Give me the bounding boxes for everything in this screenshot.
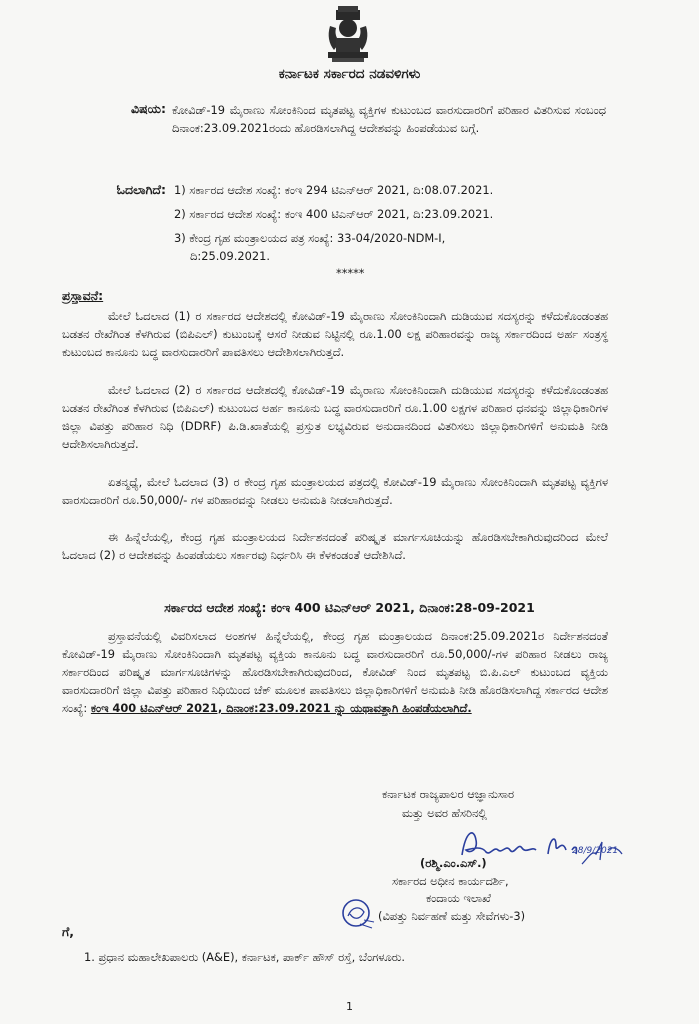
reference-item: 1) ಸರ್ಕಾರದ ಆದೇಶ ಸಂಖ್ಯೆ: ಕಂಇ 294 ಟಿಎನ್‌ಆರ್ 2021, ದಿ:08.07.2021. bbox=[174, 183, 494, 197]
signature-authority-line: ಕರ್ನಾಟಕ ರಾಜ್ಯಪಾಲರ ಆಜ್ಞಾನುಸಾರ bbox=[382, 787, 515, 801]
order-body-text: ಪ್ರಸ್ತಾವನೆಯಲ್ಲಿ ವಿವರಿಸಲಾದ ಅಂಶಗಳ ಹಿನ್ನೆಲೆಯಲ್ಲಿ, ಕೇಂದ್ರ ಗೃಹ ಮಂತ್ರಾಲಯದ ದಿನಾಂಕ:25.09.2021ರ ನಿರ್ದೇಶನದಂತೆ ಕೋವಿಡ್-19 ಮೈರಾಣು ಸೋಂಕಿನಿಂದಾಗಿ ಮೃತಪಟ್ಟ ವ್ಯಕ್ತಿಯ ಕಾನೂನು ಬದ್ಧ ವಾರಸುದಾರರಿಗೆ ರೂ.50,000/-ಗಳ ಪರಿಹಾರ ನೀಡಲು ರಾಜ್ಯ ಸರ್ಕಾರದಿಂದ ಪರಿಷ್ಕೃತ ಮಾರ್ಗಸೂಚಿಗಳನ್ನು ಹೊರಡಿಸಬೇಕಾಗಿರುವುದರಿಂದ, ಕೋವಿಡ್ ನಿಂದ ಮೃತಪಟ್ಟ ಬಿ.ಪಿ.ಎಲ್ ಕುಟುಂಬದ ವ್ಯಕ್ತಿಯ ವಾರಸುದಾರರಿಗೆ ಜಿಲ್ಲಾ ವಿಪತ್ತು ಪರಿಹಾರ ನಿಧಿಯಿಂದ ಚೆಕ್ ಮೂಲಕ ಪಾವತಿಸಲು ಜಿಲ್ಲಾಧಿಕಾರಿಗಳಿಗೆ ಅನುಮತಿ ನೀಡಿ ಹೊರಡಿಸಲಾಗಿದ್ದ ಸರ್ಕಾರದ ಆದೇಶ ಸಂಖ್ಯೆ: bbox=[62, 629, 608, 715]
preamble-paragraph: ಈ ಹಿನ್ನೆಲೆಯಲ್ಲಿ, ಕೇಂದ್ರ ಗೃಹ ಮಂತ್ರಾಲಯದ ನಿರ್ದೇಶನದಂತೆ ಪರಿಷ್ಕೃತ ಮಾರ್ಗಸೂಚಿಯನ್ನು ಹೊರಡಿಸಬೇಕಾಗಿರುವುದರಿಂದ ಮೇಲೆ ಓದಲಾದ (2) ರ ಆದೇಶವನ್ನು ಹಿಂಪಡೆಯಲು ಸರ್ಕಾರವು ನಿರ್ಧರಿಸಿ ಈ ಕೆಳಕಂಡಂತೆ ಆದೇಶಿಸಿದೆ. bbox=[62, 530, 608, 562]
subject-label: ವಿಷಯ: bbox=[131, 101, 166, 116]
order-emphasis: ಕಂಇ 400 ಟಿಎನ್‌ಆರ್ 2021, ದಿನಾಂಕ:23.09.2021 ನ್ನು ಯಥಾವತ್ತಾಗಿ ಹಿಂಪಡೆಯಲಾಗಿದೆ. bbox=[90, 701, 472, 715]
recipients-heading: ಗೆ, bbox=[62, 924, 75, 939]
separator: ***** bbox=[336, 266, 365, 280]
signatory-section: (ವಿಪತ್ತು ನಿರ್ವಹಣೆ ಮತ್ತು ಸೇವೆಗಳು-3) bbox=[378, 909, 526, 923]
page-number: 1 bbox=[346, 1000, 353, 1013]
recipient-item: 1. ಪ್ರಧಾನ ಮಹಾಲೇಖಪಾಲರು (A&E), ಕರ್ನಾಟಕ, ಪಾರ್ಕ್ ಹೌಸ್ ರಸ್ತೆ, ಬೆಂಗಳೂರು. bbox=[84, 950, 405, 964]
reference-item: 3) ಕೇಂದ್ರ ಗೃಹ ಮಂತ್ರಾಲಯದ ಪತ್ರ ಸಂಖ್ಯೆ: 33-04/2020-NDM-I, bbox=[174, 231, 446, 245]
subject-text: ಕೋವಿಡ್-19 ಮೈರಾಣು ಸೋಂಕಿನಿಂದ ಮೃತಪಟ್ಟ ವ್ಯಕ್ತಿಗಳ ಕುಟುಂಬದ ವಾರಸುದಾರರಿಗೆ ಪರಿಹಾರ ವಿತರಿಸುವ ಸಂಬಂಧ ದಿನಾಂಕ:23.09.2021ರಂದು ಹೊರಡಿಸಲಾಗಿದ್ದ ಆದೇಶವನ್ನು ಹಿಂಪಡೆಯುವ ಬಗ್ಗೆ. bbox=[172, 103, 606, 135]
preamble-paragraph: ಮೇಲೆ ಓದಲಾದ (1) ರ ಸರ್ಕಾರದ ಆದೇಶದಲ್ಲಿ ಕೋವಿಡ್-19 ಮೈರಾಣು ಸೋಂಕಿನಿಂದಾಗಿ ದುಡಿಯುವ ಸದಸ್ಯರನ್ನು ಕಳೆದುಕೊಂಡಂತಹ ಬಡತನ ರೇಖೆಗಿಂತ ಕೆಳಗಿರುವ (ಬಿಪಿಎಲ್) ಕುಟುಂಬಕ್ಕೆ ಆಸರೆ ನೀಡುವ ನಿಟ್ಟಿನಲ್ಲಿ ರೂ.1.00 ಲಕ್ಷ ಪರಿಹಾರವನ್ನು ರಾಜ್ಯ ಸರ್ಕಾರದಿಂದ ಅರ್ಹ ಸಂತ್ರಸ್ಥ ಕುಟುಂಬದ ಕಾನೂನು ಬದ್ಧ ವಾರಸುದಾರರಿಗೆ ಪಾವತಿಸಲು ಆದೇಶಿಸಲಾಗಿರುತ್ತದೆ. bbox=[62, 309, 608, 359]
signatory-name: (ರಶ್ಮಿ.ಎಂ.ಎಸ್.) bbox=[420, 856, 487, 870]
preamble-paragraph: ಮೇಲೆ ಓದಲಾದ (2) ರ ಸರ್ಕಾರದ ಆದೇಶದಲ್ಲಿ ಕೋವಿಡ್-19 ಮೈರಾಣು ಸೋಂಕಿನಿಂದಾಗಿ ದುಡಿಯುವ ಸದಸ್ಯರನ್ನು ಕಳೆದುಕೊಂಡಂತಹ ಬಡತನ ರೇಖೆಗಿಂತ ಕೆಳಗಿರುವ (ಬಿಪಿಎಲ್) ಕುಟುಂಬದ ಅರ್ಹ ಕಾನೂನು ಬದ್ಧ ವಾರಸುದಾರರಿಗೆ ರೂ.1.00 ಲಕ್ಷಗಳ ಪರಿಹಾರ ಧನವನ್ನು ಜಿಲ್ಲಾಧಿಕಾರಿಗಳ ಜಿಲ್ಲಾ ವಿಪತ್ತು ಪರಿಹಾರ ನಿಧಿ (DDRF) ಪಿ.ಡಿ.ಖಾತೆಯಲ್ಲಿ ಪ್ರಸ್ತುತ ಲಭ್ಯವಿರುವ ಅನುದಾನದಿಂದ ವಿತರಿಸಲು ಜಿಲ್ಲಾಧಿಕಾರಿಗಳಿಗೆ ಅನುಮತಿ ನೀಡಿ ಆದೇಶಿಸಲಾಗಿರುತ್ತದೆ. bbox=[62, 383, 608, 451]
stamp-icon bbox=[338, 896, 378, 932]
reference-item: ದಿ:25.09.2021. bbox=[190, 249, 271, 263]
signatory-department: ಕಂದಾಯ ಇಲಾಖೆ bbox=[426, 891, 491, 905]
signatory-designation: ಸರ್ಕಾರದ ಅಧೀನ ಕಾರ್ಯದರ್ಶಿ, bbox=[392, 874, 509, 888]
preamble-paragraph: ಏತನ್ಮಧ್ಯೆ, ಮೇಲೆ ಓದಲಾದ (3) ರ ಕೇಂದ್ರ ಗೃಹ ಮಂತ್ರಾಲಯದ ಪತ್ರದಲ್ಲಿ ಕೋವಿಡ್-19 ಮೈರಾಣು ಸೋಂಕಿನಿಂದಾಗಿ ಮೃತಪಟ್ಟ ವ್ಯಕ್ತಿಗಳ ವಾರಸುದಾರರಿಗೆ ರೂ.50,000/- ಗಳ ಪರಿಹಾರವನ್ನು ನೀಡಲು ಅನುಮತಿ ನೀಡಲಾಗಿರುತ್ತದೆ. bbox=[62, 475, 608, 507]
page-title: ಕರ್ನಾಟಕ ಸರ್ಕಾರದ ನಡವಳಿಗಳು bbox=[278, 66, 421, 82]
preamble-heading: ಪ್ರಸ್ತಾವನೆ: bbox=[62, 288, 104, 303]
references-label: ಓದಲಾಗಿದೆ: bbox=[116, 182, 166, 197]
state-emblem-icon bbox=[322, 6, 374, 64]
order-body bbox=[62, 627, 608, 717]
order-heading: ಸರ್ಕಾರದ ಆದೇಶ ಸಂಖ್ಯೆ: ಕಂಇ 400 ಟಿಎನ್‌ಆರ್ 2021, ದಿನಾಂಕ:28-09-2021 bbox=[164, 600, 535, 615]
signature-authority-line: ಮತ್ತು ಅವರ ಹೆಸರಿನಲ್ಲಿ bbox=[402, 806, 487, 820]
signature-date: 28/9/2021 bbox=[572, 846, 619, 856]
reference-item: 2) ಸರ್ಕಾರದ ಆದೇಶ ಸಂಖ್ಯೆ: ಕಂಇ 400 ಟಿಎನ್‌ಆರ್ 2021, ದಿ:23.09.2021. bbox=[174, 207, 494, 221]
